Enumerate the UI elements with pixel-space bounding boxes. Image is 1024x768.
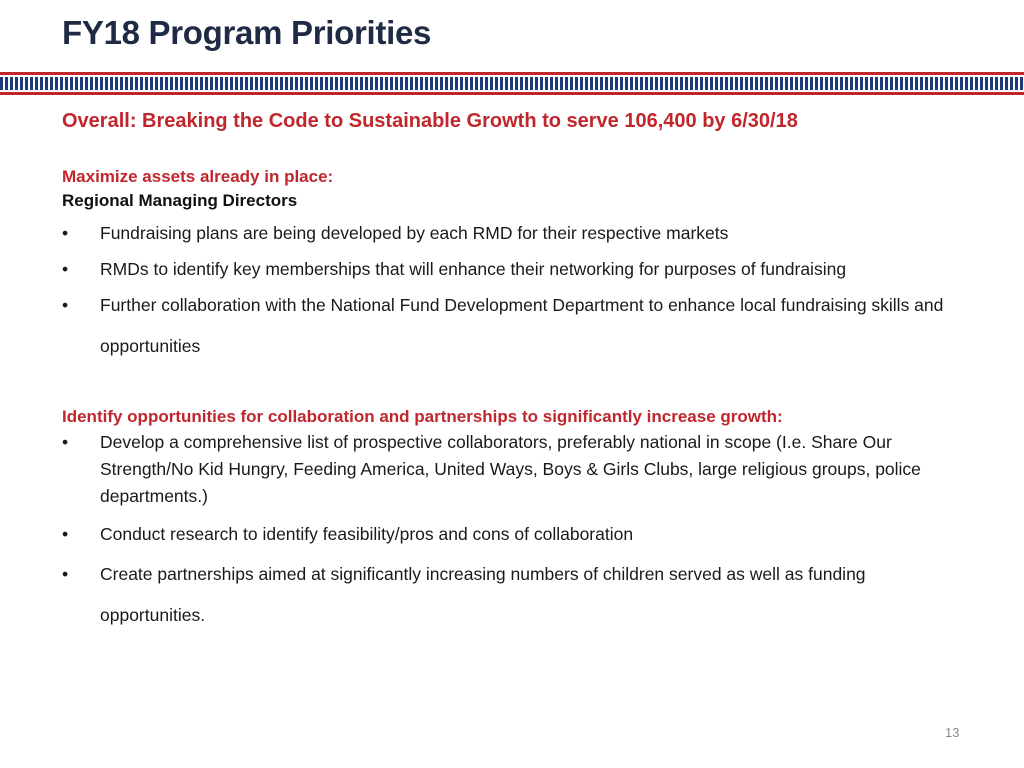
section-subheading: Regional Managing Directors [62,191,298,210]
list-item [62,213,962,254]
list-item-text: Develop a comprehensive list of prospective collaborators, preferably national in scope (I.e. Share Our Strength/No Kid Hungry, Feeding America, United Ways, Boys & Girls Clubs, large religious groups, police departments.) [100,432,921,506]
slide-body [62,110,962,636]
list-item [62,285,962,367]
bullet-icon: • [62,564,69,584]
list-item [62,554,962,636]
bullet-list [62,213,962,367]
list-item-text: Fundraising plans are being developed by each RMD for their respective markets [100,223,729,243]
section-maximize-assets [62,167,962,367]
bullet-icon: • [62,295,69,315]
slide-title: FY18 Program Priorities [62,14,432,51]
decorative-stripe-divider [0,72,1024,96]
list-item [62,514,962,555]
list-item-text: Create partnerships aimed at significantly increasing numbers of children served as well as funding opportunities. [100,564,866,625]
divider-red-line-bottom [0,92,1024,95]
list-item [62,249,962,290]
section-heading: Identify opportunities for collaboration and partnerships to significantly increase growth: [62,407,783,426]
bullet-icon: • [62,432,69,452]
bullet-icon: • [62,259,69,279]
bullet-icon: • [62,524,69,544]
page-number: 13 [945,725,960,740]
list-item-text: RMDs to identify key memberships that will enhance their networking for purposes of fundraising [100,259,847,279]
section-heading: Maximize assets already in place: [62,167,334,186]
bullet-list [62,429,962,636]
section-collaboration [62,407,962,636]
overall-goal: Overall: Breaking the Code to Sustainable Growth to serve 106,400 by 6/30/18 [62,110,798,132]
bullet-icon: • [62,223,69,243]
divider-red-line-top [0,72,1024,75]
list-item-text: Further collaboration with the National Fund Development Department to enhance local fundraising skills and opportunities [100,295,944,356]
divider-blue-ticks [0,77,1024,90]
list-item-text: Conduct research to identify feasibility/pros and cons of collaboration [100,524,634,544]
list-item [62,429,962,510]
